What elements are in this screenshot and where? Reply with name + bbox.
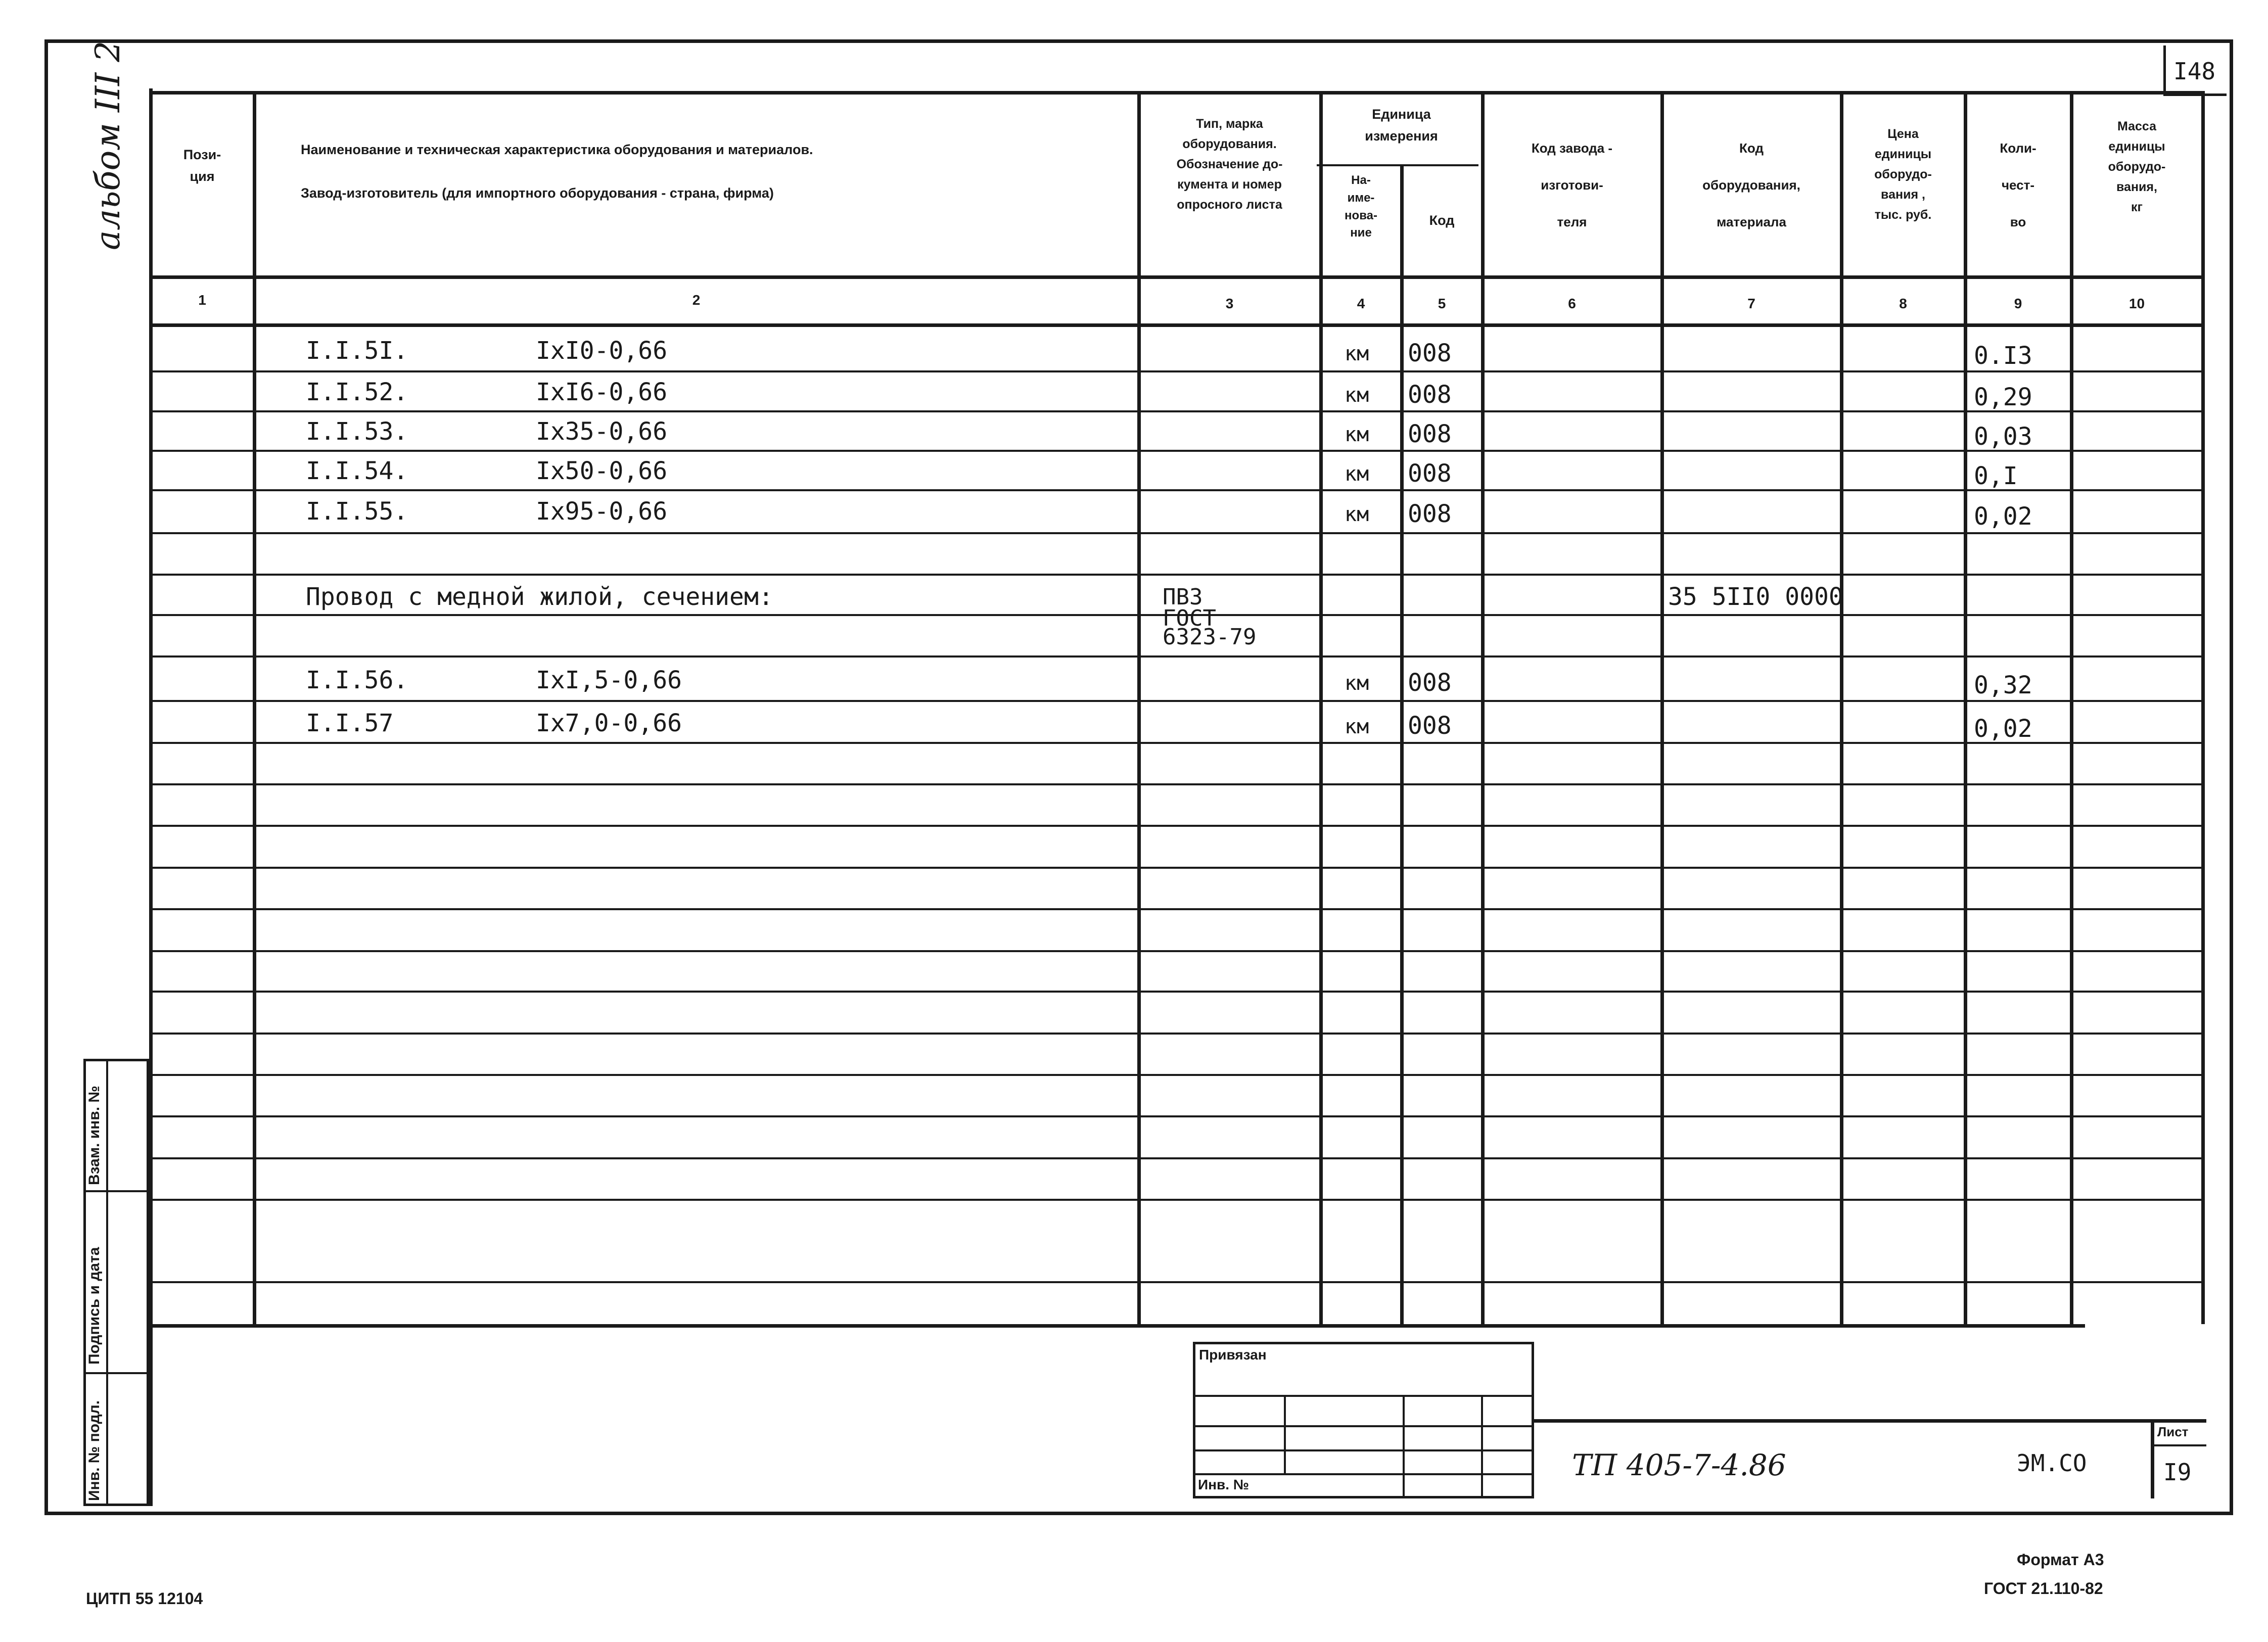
row-code: 008	[1408, 381, 1452, 409]
row-name: Ix35-0,66	[536, 417, 668, 446]
row-position: I.I.5I.	[306, 337, 408, 365]
bound-label: Привязан	[1199, 1347, 1267, 1363]
col-num-7: 7	[1747, 296, 1755, 311]
row-quantity: 0,02	[1974, 502, 2032, 531]
col-num-3: 3	[1225, 296, 1234, 311]
col-num-6: 6	[1568, 296, 1576, 311]
footer-left: ЦИТП 55 12104	[86, 1589, 203, 1608]
sheet-label: Лист	[2157, 1424, 2189, 1439]
row-name: IxI,5-0,66	[536, 666, 682, 694]
doc-mark: ЭМ.СО	[2017, 1449, 2087, 1477]
row-name: Ix95-0,66	[536, 497, 668, 526]
side-stamp-inv-orig: Инв. № подл.	[86, 1400, 103, 1501]
row-position: I.I.56.	[306, 666, 408, 694]
col-header-unit-name: На- име- нова- ние	[1345, 173, 1377, 240]
col-header-unit-code: Код	[1429, 213, 1455, 228]
row-code: 008	[1408, 712, 1452, 740]
row-quantity: 0,29	[1974, 383, 2032, 411]
col-num-2: 2	[692, 292, 701, 308]
col-num-4: 4	[1357, 296, 1365, 311]
sheet-number: I48	[2173, 58, 2216, 85]
row-code: 008	[1408, 339, 1452, 367]
row-name: IxI6-0,66	[536, 378, 668, 406]
row-position: I.I.54.	[306, 457, 408, 485]
row-position: I.I.55.	[306, 497, 408, 526]
col-header-type: Тип, марка оборудования. Обозначение до- кумента и номер опросного листа	[1176, 117, 1283, 212]
row-name: Ix50-0,66	[536, 457, 668, 485]
row-position: I.I.52.	[306, 378, 408, 406]
row-unit: км	[1345, 384, 1369, 407]
spec-table	[149, 91, 2201, 1324]
row-quantity: 0,32	[1974, 671, 2032, 699]
row-unit: км	[1345, 503, 1369, 526]
row-name: Провод с медной жилой, сечением:	[306, 583, 773, 611]
col-header-position: Пози- ция	[183, 147, 221, 184]
row-code: 008	[1408, 669, 1452, 697]
row-type: ПВЗ	[1163, 584, 1203, 610]
row-quantity: 0,I	[1974, 462, 2018, 490]
row-name: IxI0-0,66	[536, 337, 668, 365]
col-num-9: 9	[2014, 296, 2022, 311]
row-position: I.I.53.	[306, 417, 408, 446]
row-code: 008	[1408, 459, 1452, 488]
row-quantity: 0.I3	[1974, 342, 2032, 370]
col-header-name: Наименование и техническая характеристика оборудования и материалов. Завод-изготовитель (для импортного оборудования - страна, фирма)	[301, 142, 813, 201]
col-header-material-code: Код оборудования, материала	[1702, 140, 1800, 229]
row-position: I.I.57	[306, 709, 394, 737]
col-header-price: Цена единицы оборудо- вания , тыс. руб.	[1874, 127, 1932, 222]
col-header-factory-code: Код завода - изготови- теля	[1531, 140, 1613, 229]
row-unit: км	[1345, 342, 1369, 365]
footer-gost: ГОСТ 21.110-82	[1984, 1579, 2103, 1598]
side-stamp-inv-replace: Взам. инв. №	[86, 1086, 103, 1185]
doc-code: ТП 405-7-4.86	[1572, 1448, 1786, 1482]
footer-format: Формат А3	[2017, 1551, 2104, 1569]
row-unit: км	[1345, 715, 1369, 738]
row-code: 008	[1408, 420, 1452, 448]
col-header-quantity: Коли- чест- во	[2000, 140, 2036, 229]
col-header-unit-group: Единица измерения	[1365, 107, 1438, 144]
col-num-8: 8	[1899, 296, 1907, 311]
row-unit: км	[1345, 672, 1369, 695]
col-header-mass: Масса единицы оборудо- вания, кг	[2108, 119, 2166, 214]
sheet-value: I9	[2163, 1459, 2192, 1486]
row-name: Ix7,0-0,66	[536, 709, 682, 737]
row-code: 008	[1408, 500, 1452, 528]
side-stamp-sign-date: Подпись и дата	[86, 1247, 103, 1365]
row-unit: км	[1345, 462, 1369, 486]
inv-label: Инв. №	[1198, 1477, 1249, 1492]
row-unit: км	[1345, 423, 1369, 446]
col-num-5: 5	[1438, 296, 1446, 311]
album-note: альбом III 2	[88, 40, 127, 250]
col-num-1: 1	[198, 292, 206, 308]
col-num-10: 10	[2128, 296, 2145, 311]
row-quantity: 0,03	[1974, 423, 2032, 451]
row-type: ГОСТ 6323-79	[1163, 605, 1257, 650]
row-material-code: 35 5II0 0000	[1668, 583, 1843, 611]
row-quantity: 0,02	[1974, 715, 2032, 743]
